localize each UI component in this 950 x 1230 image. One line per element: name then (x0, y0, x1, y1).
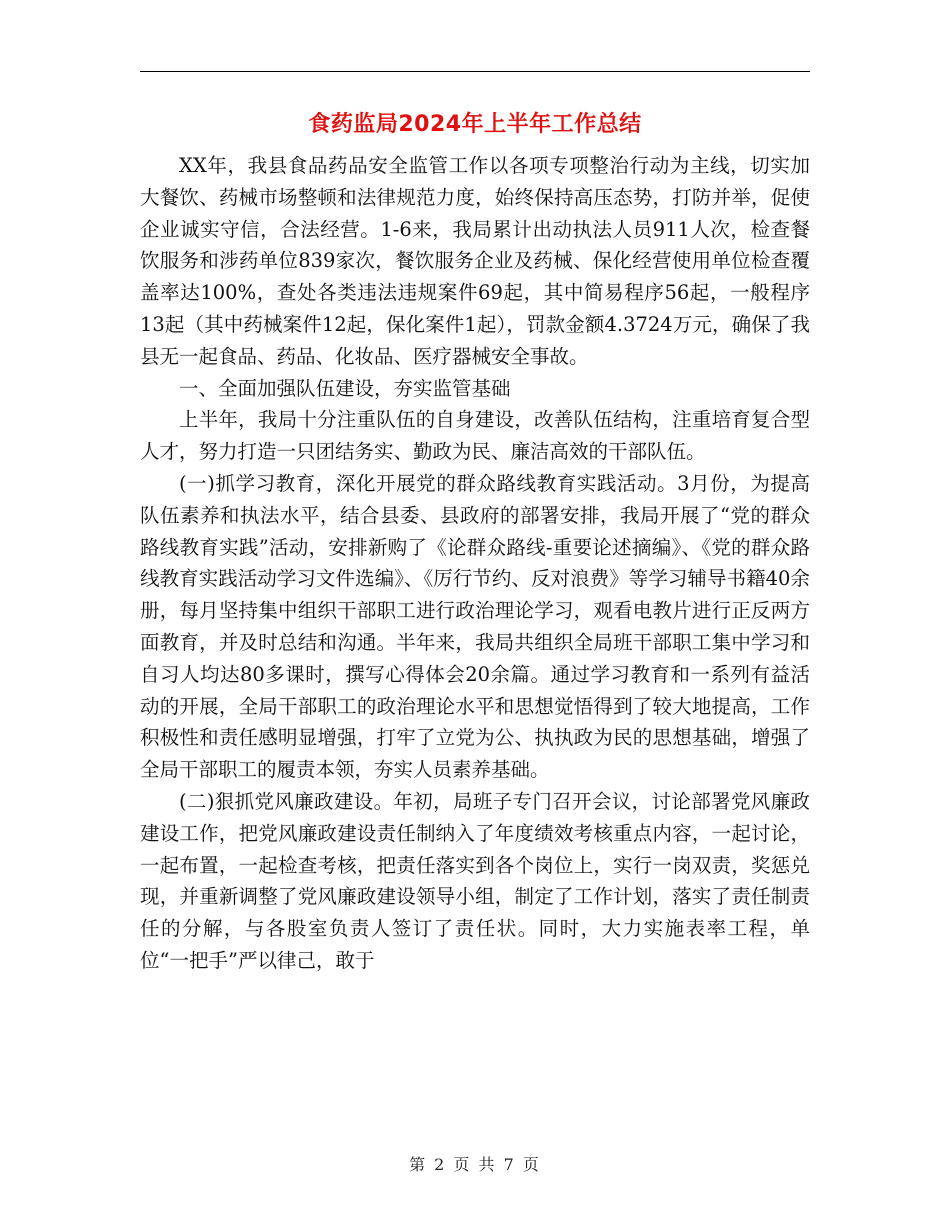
body-paragraph: (一)抓学习教育，深化开展党的群众路线教育实践活动。3月份，为提高队伍素养和执法水平，结合县委、县政府的部署安排，我局开展了“党的群众路线教育实践”活动，安排新购了《论群众路线-重要论述摘编》、《党的群众路线教育实践活动学习文件选编》、《厉行节约、反对浪费》等学习辅导书籍40余册，每月坚持集中组织干部职工进行政治理论学习，观看电教片进行正反两方面教育，并及时总结和沟通。半年来，我局共组织全局班干部职工集中学习和自习人均达80多课时，撰写心得体会20余篇。通过学习教育和一系列有益活动的开展，全局干部职工的政治理论水平和思想觉悟得到了较大地提高，工作积极性和责任感明显增强，打牢了立党为公、执执政为民的思想基础，增强了全局干部职工的履责本领，夯实人员素养基础。 (140, 471, 810, 782)
body-paragraph: (二)狠抓党风廉政建设。年初，局班子专门召开会议，讨论部署党风廉政建设工作，把党风廉政建设责任制纳入了年度绩效考核重点内容，一起讨论，一起布置，一起检查考核，把责任落实到各个岗位上，实行一岗双责，奖惩兑现，并重新调整了党风廉政建设领导小组，制定了工作计划，落实了责任制责任的分解，与各股室负责人签订了责任状。同时，大力实施表率工程，单位“一把手”严以律己，敢于 (140, 789, 810, 972)
body-paragraph: 上半年，我局十分注重队伍的自身建设，改善队伍结构，注重培育复合型人才，努力打造一只团结务实、勤政为民、廉洁高效的干部队伍。 (140, 408, 810, 464)
section-heading: 一、全面加强队伍建设，夯实监管基础 (179, 376, 511, 400)
document-body (140, 150, 810, 977)
document-title: 食药监局2024年上半年工作总结 (308, 112, 642, 137)
page-number: 第 2 页 共 7 页 (409, 1155, 541, 1174)
header-rule (140, 71, 810, 72)
intro-paragraph: XX年，我县食品药品安全监管工作以各项专项整治行动为主线，切实加大餐饮、药械市场整顿和法律规范力度，始终保持高压态势，打防并举，促使企业诚实守信，合法经营。1-6来，我局累计出动执法人员911人次，检查餐饮服务和涉药单位839家次，餐饮服务企业及药械、保化经营使用单位检查覆盖率达100%，查处各类违法违规案件69起，其中简易程序56起，一般程序13起（其中药械案件12起，保化案件1起），罚款金额4.3724万元，确保了我县无一起食品、药品、化妆品、医疗器械安全事故。 (140, 154, 810, 368)
